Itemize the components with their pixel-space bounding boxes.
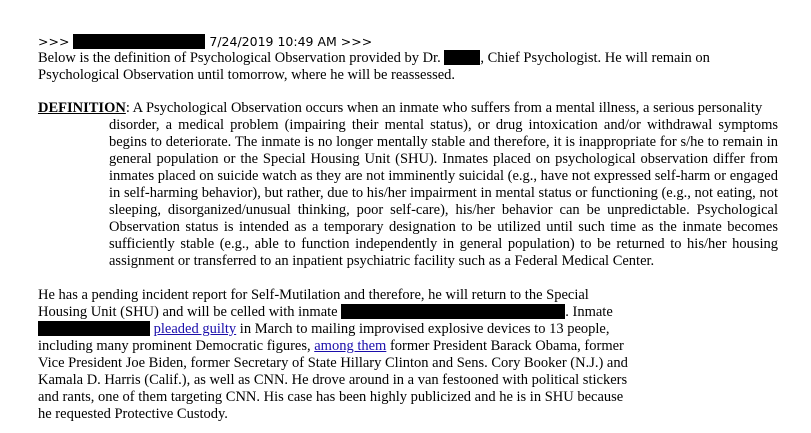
header-timestamp: 7/24/2019 10:49 AM: [209, 34, 337, 49]
header-prefix: >>>: [38, 34, 70, 49]
redacted-cellmate-name: [341, 304, 565, 319]
incident-text-4: former President Barack Obama, former Vice President Joe Biden, former Secretary of State Hillary Clinton and Sens. Cory Booker (N.J.) and Kamala D. Harris (Calif.), as well as CNN. He drove around in a van festooned with political stickers and rants, one of them targeting CNN. His case has been highly publicized and he is in SHU because he requested Protective Custody.: [38, 338, 628, 422]
incident-text-2: . Inmate: [565, 304, 613, 320]
email-header-line: [38, 33, 778, 50]
definition-lead: : A Psychological Observation occurs when an inmate who suffers from a mental illness, a serious personality: [125, 100, 763, 116]
pleaded-guilty-link[interactable]: pleaded guilty: [153, 321, 237, 337]
definition-term: DEFINITION: [38, 100, 126, 116]
definition-block: [38, 100, 778, 270]
intro-text-1: Below is the definition of Psychological Observation provided by Dr.: [38, 50, 441, 66]
redacted-inmate-name: [38, 321, 150, 336]
redacted-sender: [73, 34, 205, 49]
intro-text-2: , Chief Psychologist. He will remain on Psychological Observation until tomorrow, where he will be reassessed.: [38, 50, 710, 83]
header-suffix: >>>: [340, 34, 373, 49]
incident-text-1: He has a pending incident report for Self-Mutilation and therefore, he will return to the Special Housing Unit (SHU) and will be celled with inmate: [38, 287, 589, 320]
definition-first-line: [38, 100, 778, 117]
incident-text-3: in March to mailing improvised explosive devices to 13 people, including many prominent Democratic figures,: [38, 321, 610, 354]
incident-paragraph: [38, 287, 636, 423]
definition-body: disorder, a medical problem (impairing their mental status), or drug intoxication and/or withdrawal symptoms begins to deteriorate. The inmate is no longer mentally stable and therefore, it is inappropriate for s/he to remain in general population or the Special Housing Unit (SHU). Inmates placed on psychological observation differ from inmates placed on suicide watch as they are not imminently suicidal (e.g., have not expressed self-harm or engaged in self-harming behavior), but rather, due to his/her impairment in mental status or functioning (e.g., not eating, not sleeping, disorganized/unusual thinking, poor self-care), his/her behavior can be unpredictable. Psychological Observation status is intended as a temporary designation to be utilized until such time as the inmate becomes sufficiently stable (e.g., able to function independently in general population) to be returned to his/her housing assignment or transferred to an inpatient psychiatric facility such as a Federal Medical Center.: [109, 117, 778, 269]
redacted-doctor-name: [444, 50, 480, 65]
email-body: [38, 33, 778, 423]
among-them-link[interactable]: among them: [314, 338, 387, 354]
intro-paragraph: [38, 50, 778, 84]
